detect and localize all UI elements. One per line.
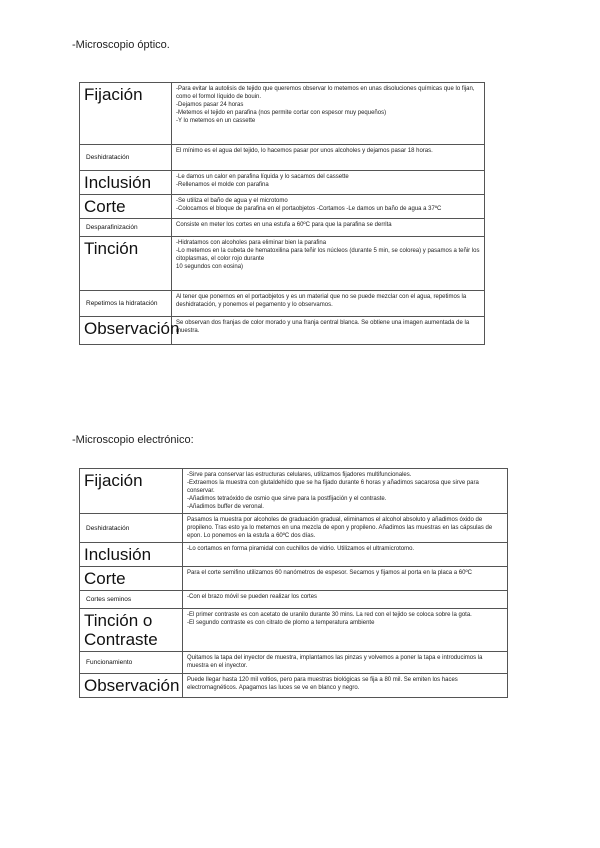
table-row: [80, 291, 485, 317]
table-row: [80, 609, 508, 652]
optical-microscope-table: [79, 82, 485, 345]
step-description: Se observan dos franjas de color morado y una franja central blanca. Se obtiene una imagen aumentada de la muestra.: [172, 317, 485, 345]
table-row: [80, 171, 485, 195]
step-name: Inclusión: [80, 171, 172, 195]
step-name: Corte: [80, 567, 183, 591]
table-row: [80, 237, 485, 291]
step-name: Desparafinización: [80, 219, 172, 237]
step-name: Observación: [80, 317, 172, 345]
step-description: -Lo cortamos en forma piramidal con cuchillos de vidrio. Utilizamos el ultramicrotomo.: [183, 543, 508, 567]
table-row: [80, 219, 485, 237]
step-description: Quitamos la tapa del inyector de muestra, implantamos las pinzas y volvemos a poner la tapa e introducimos la muestra en el inyector.: [183, 652, 508, 674]
electron-microscope-table: [79, 468, 508, 698]
table-row: [80, 567, 508, 591]
table-row: [80, 317, 485, 345]
step-name: Funcionamiento: [80, 652, 183, 674]
step-description: -Hidratamos con alcoholes para eliminar bien la parafina -Lo metemos en la cubeta de hematoxilina para teñir los núcleos (durante 5 min, se colorea) y pasamos a teñir los citoplasmas, el color rojo durante 10 segundos con eosina): [172, 237, 485, 291]
step-name: Tinción: [80, 237, 172, 291]
table-row: [80, 514, 508, 543]
step-description: Al tener que ponernos en el portaobjetos y es un material que no se puede mezclar con el agua, repetimos la deshidratación, y ponemos el pegamento y lo observamos.: [172, 291, 485, 317]
electron-section-heading: -Microscopio electrónico:: [72, 434, 194, 446]
table-row: [80, 652, 508, 674]
optical-section-heading: -Microscopio óptico.: [72, 39, 170, 51]
step-description: Para el corte semifino utilizamos 60 nanómetros de espesor. Secamos y fijamos al porta en la placa a 60ºC: [183, 567, 508, 591]
step-description: -Se utiliza el baño de agua y el microtomo -Colocamos el bloque de parafina en el portaobjetos -Cortamos -Le damos un baño de agua a 37ºC: [172, 195, 485, 219]
table-row: [80, 469, 508, 514]
table-row: [80, 543, 508, 567]
step-description: -El primer contraste es con acetato de uranilo durante 30 mins. La red con el tejido se coloca sobre la gota. -El segundo contraste es con citrato de plomo a temperatura ambiente: [183, 609, 508, 652]
step-name: Cortes seminos: [80, 591, 183, 609]
step-description: -Con el brazo móvil se pueden realizar los cortes: [183, 591, 508, 609]
step-name: Deshidratación: [80, 514, 183, 543]
step-description: -Para evitar la autolisis de tejido que queremos observar lo metemos en unas disoluciones químicas que lo fijan, como el formol líquido de bouin. -Dejamos pasar 24 horas -Metemos el tejido en parafina (nos permite cortar con espesor muy pequeños) -Y lo metemos en un cassette: [172, 83, 485, 145]
step-name: Deshidratación: [80, 145, 172, 171]
step-description: El mínimo es el agua del tejido, lo hacemos pasar por unos alcoholes y dejamos pasar 18 horas.: [172, 145, 485, 171]
step-name: Tinción o Contraste: [80, 609, 183, 652]
table-row: [80, 145, 485, 171]
step-name: Observación: [80, 674, 183, 698]
table-row: [80, 674, 508, 698]
step-name: Fijación: [80, 469, 183, 514]
step-description: Consiste en meter los cortes en una estufa a 60ºC para que la parafina se derrita: [172, 219, 485, 237]
table-row: [80, 591, 508, 609]
step-name: Repetimos la hidratación: [80, 291, 172, 317]
step-description: Pasamos la muestra por alcoholes de graduación gradual, eliminamos el alcohol absoluto y añadimos óxido de propileno. Tras esto ya lo metemos en una mezcla de epon y propileno. Añadimos las muestras en las cápsulas de epon. Lo ponemos en la estufa a 60ºC dos días.: [183, 514, 508, 543]
step-description: Puede llegar hasta 120 mil voltios, pero para muestras biológicas se fija a 80 mil. Se emiten los haces electromagnéticos. Apagamos las luces se ve en blanco y negro.: [183, 674, 508, 698]
step-description: -Sirve para conservar las estructuras celulares, utilizamos fijadores multifuncionales. -Extraemos la muestra con glutaldehído que se ha fijado durante 6 horas y añadimos sacarosa que sirve para conservar. -Añadimos tetraóxido de osmio que sirve para la postfijación y el contraste. -Añadimos buffer de veronal.: [183, 469, 508, 514]
step-description: -Le damos un calor en parafina líquida y lo sacamos del cassette -Rellenamos el molde con parafina: [172, 171, 485, 195]
table-row: [80, 195, 485, 219]
step-name: Corte: [80, 195, 172, 219]
table-row: [80, 83, 485, 145]
step-name: Fijación: [80, 83, 172, 145]
step-name: Inclusión: [80, 543, 183, 567]
